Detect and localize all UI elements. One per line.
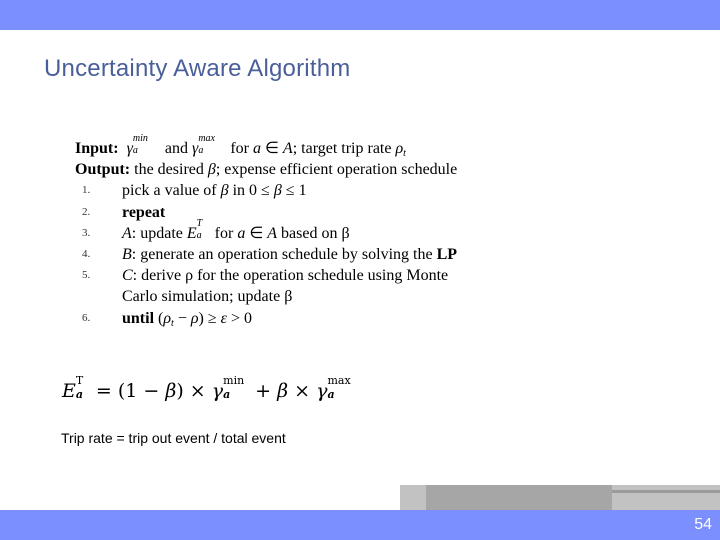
algorithm-input-line: Input: γ min a and γ max a for a ∈ A; target trip rate $\rho_t$ (75, 133, 406, 159)
algorithm-step-5: 5. C: derive ρ for the operation schedule using Monte (82, 267, 449, 285)
output-label: Output: (75, 161, 131, 179)
algorithm-output-line: Output: the desired β; expense efficient operation schedule (75, 161, 458, 179)
algorithm-step-6: 6. until $(\rho_t - \rho) \ge \varepsilon > 0$ (82, 309, 252, 329)
output-text-2: ; expense efficient operation schedule (215, 161, 458, 179)
decorative-footer-block (426, 485, 612, 510)
trip-rate-note: Trip rate = trip out event / total event (61, 430, 286, 446)
output-text-1: the desired (134, 161, 204, 179)
bottom-banner (0, 510, 720, 540)
page-number: 54 (694, 516, 712, 533)
top-banner (0, 0, 720, 30)
input-text-target: target trip rate (301, 140, 392, 157)
algorithm-box (72, 133, 542, 329)
algorithm-step-5-continued: Carlo simulation; update β (122, 288, 293, 306)
algorithm-step-2: 2. repeat (82, 203, 166, 221)
decorative-footer-line (612, 490, 720, 493)
algorithm-step-1: 1. pick a value of β in 0 ≤ β ≤ 1 (82, 182, 307, 200)
algorithm-step-4: 4. B: generate an operation schedule by solving the LP (82, 245, 458, 263)
input-text-and: and (164, 140, 188, 157)
update-formula: E T a = (1 − β) × γ min a + β × γ max a (62, 374, 351, 402)
slide-title: Uncertainty Aware Algorithm (44, 55, 351, 82)
algorithm-step-3: 3. A: update E T a for a ∈ A based on β (82, 217, 350, 242)
input-label: Input: (75, 140, 119, 157)
input-text-for: for (230, 140, 249, 157)
